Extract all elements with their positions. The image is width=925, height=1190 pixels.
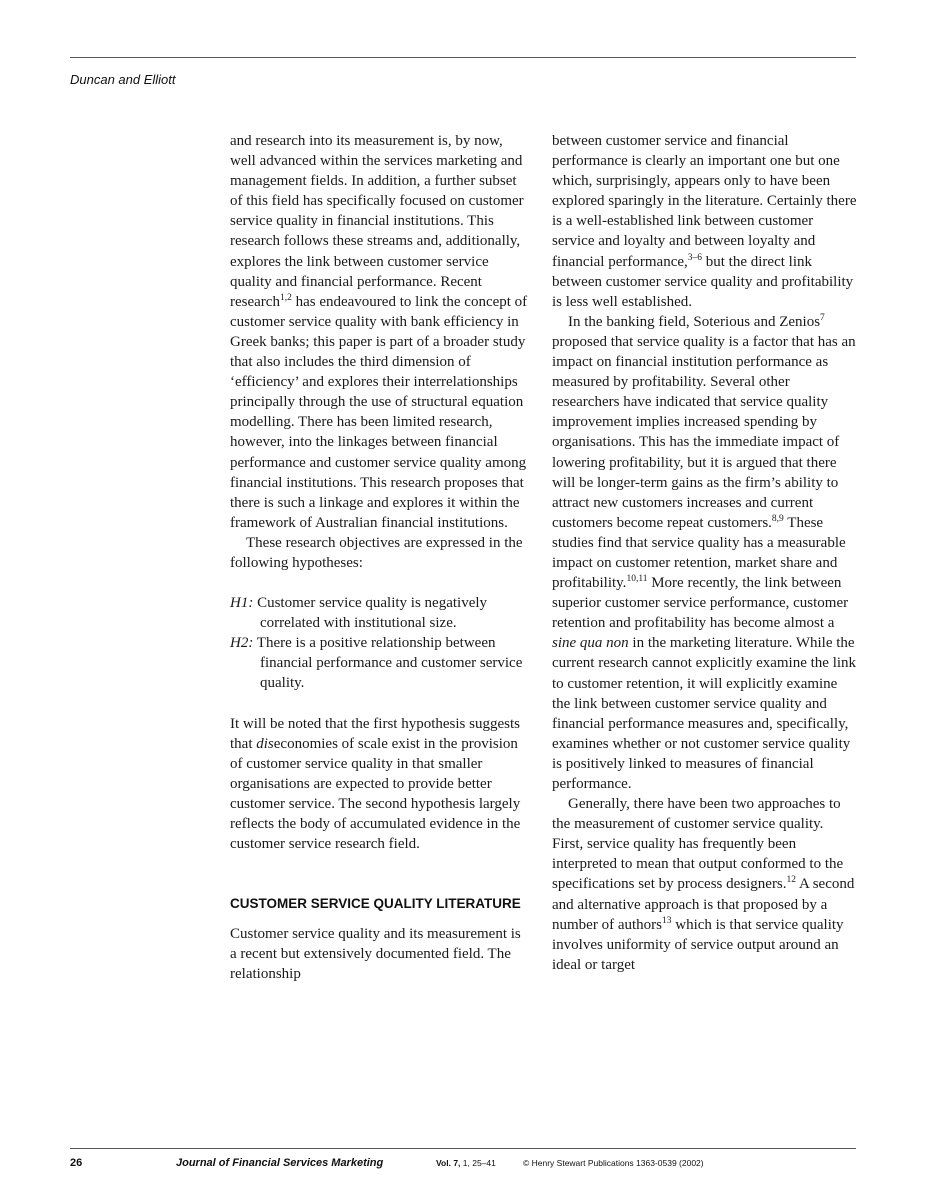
volume-info: Vol. 7, 1, 25–41 xyxy=(436,1158,496,1168)
paragraph: between customer service and financial performance is clearly an important one but one which, surprisingly, appears only to have been explored sparingly in the literature. Certainly there is a well-established link between customer service and loyalty and between loyalty and financial performance,$^{3-6}$ but the direct link between customer service quality and profitability is less well established. xyxy=(552,133,857,310)
emphasis: dis xyxy=(256,735,274,752)
citation: 1,2 xyxy=(279,292,292,303)
page-number: 26 xyxy=(70,1157,83,1169)
citation: 7 xyxy=(820,312,825,323)
paragraph: It will be noted that the first hypothesis suggests that diseconomies of scale exist in the provision of customer service quality in that smaller organisations are expected to provide better customer service. The second hypothesis largely reflects the body of accumulated evidence in the customer service research field. xyxy=(230,715,521,853)
footer-rule xyxy=(70,1148,856,1149)
left-column xyxy=(230,131,530,984)
hypothesis-item: H1: Customer service quality is negatively correlated with institutional size. xyxy=(230,595,488,632)
citation: 12 xyxy=(786,875,797,886)
copyright-notice: © Henry Stewart Publications 1363-0539 (2002) xyxy=(523,1158,704,1168)
paragraph: These research objectives are expressed in the following hypotheses: xyxy=(230,534,523,571)
hypotheses-list xyxy=(230,593,530,693)
section-heading: CUSTOMER SERVICE QUALITY LITERATURE xyxy=(230,896,521,912)
header-rule xyxy=(70,57,856,58)
paragraph: and research into its measurement is, by now, well advanced within the services marketing and management fields. In addition, a further subset of this field has specifically focused on customer service quality in financial institutions. This research follows these streams and, additionally, explores the link between customer service quality and financial performance. Recent research$^{1,2}$ has endeavoured to link the concept of customer service quality with bank efficiency in Greek banks; this paper is part of a broader study that also includes the third dimension of ‘efficiency’ and explores their interrelationships principally through the use of structural equation modelling. There has been limited research, however, into the linkages between financial performance and customer service quality among financial institutions. This research proposes that there is such a linkage and explores it within the framework of Australian financial institutions. xyxy=(230,133,528,531)
journal-title: Journal of Financial Services Marketing xyxy=(176,1157,384,1169)
right-column xyxy=(552,131,858,975)
hypothesis-label: H2: xyxy=(230,635,254,652)
paragraph: Generally, there have been two approaches to the measurement of customer service quality. First, service quality has frequently been interpreted to mean that output conformed to the specifications set by process designers.$^{12}$ A second and alternative approach is that proposed by a number of authors$^{13}$ which is that service quality involves uniformity of service output around an ideal or target xyxy=(552,796,855,973)
citation: 10,11 xyxy=(626,574,648,585)
citation: 8,9 xyxy=(771,513,784,524)
running-head: Duncan and Elliott xyxy=(70,72,176,87)
paragraph: Customer service quality and its measurement is a recent but extensively documented field. The relationship xyxy=(230,926,521,983)
citation: 13 xyxy=(661,915,672,926)
hypothesis-item: H2: There is a positive relationship between financial performance and customer service quality. xyxy=(230,635,523,692)
hypothesis-label: H1: xyxy=(230,595,254,612)
citation: 3–6 xyxy=(687,252,703,263)
emphasis: sine qua non xyxy=(552,635,629,652)
paragraph: In the banking field, Soterious and Zenios$^7$ proposed that service quality is a factor that has an impact on financial institution performance as measured by profitability. Several other researchers have indicated that service quality improvement implies increased spending by organisations. This has the immediate impact of lowering profitability, but it is argued that there will be longer-term gains as the firm’s ability to attract new customers increases and current customers become repeat customers.$^{8,9}$ These studies find that service quality has a measurable impact on customer retention, market share and profitability.$^{10,11}$ More recently, the link between superior customer service performance, customer retention and profitability has become almost a sine qua non in the marketing literature. While the current research cannot explicitly examine the link to customer retention, it will explicitly examine the link between customer service quality and financial performance measures and, specifically, examines whether or not customer service quality is positively linked to measures of financial performance. xyxy=(552,312,857,792)
